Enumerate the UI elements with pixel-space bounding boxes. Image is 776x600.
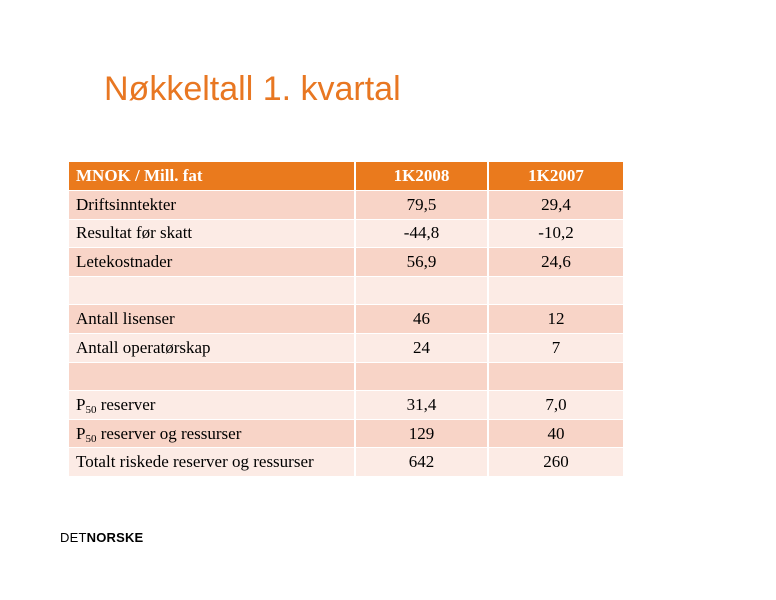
table-row-spacer — [69, 362, 623, 391]
label-suffix: reserver — [96, 395, 156, 415]
cell-1k2007: 24,6 — [488, 248, 623, 277]
table-row — [69, 391, 623, 420]
slide-title: Nøkkeltall 1. kvartal — [104, 70, 401, 108]
cell-1k2007: -10,2 — [488, 219, 623, 248]
cell-1k2007: 7,0 — [488, 391, 623, 420]
cell-1k2008: 79,5 — [355, 191, 488, 220]
cell-1k2007: 40 — [488, 419, 623, 448]
cell-1k2008 — [355, 276, 488, 305]
cell-1k2007: 12 — [488, 305, 623, 334]
row-label — [69, 391, 355, 420]
label-suffix: reserver og ressurser — [96, 423, 242, 443]
table-header-row — [69, 162, 623, 191]
cell-1k2007: 29,4 — [488, 191, 623, 220]
cell-1k2007: 260 — [488, 448, 623, 477]
key-figures-table — [69, 162, 623, 477]
table-row — [69, 219, 623, 248]
cell-1k2008: 56,9 — [355, 248, 488, 277]
cell-1k2008: 46 — [355, 305, 488, 334]
label-subscript: 50 — [85, 404, 97, 417]
column-header-1k2008: 1K2008 — [355, 162, 488, 191]
row-label: Driftsinntekter — [69, 191, 355, 220]
row-label: Antall lisenser — [69, 305, 355, 334]
row-label: Resultat før skatt — [69, 219, 355, 248]
label-prefix: P — [76, 395, 86, 415]
logo-text-bold: NORSKE — [86, 530, 144, 545]
column-header-unit: MNOK / Mill. fat — [69, 162, 355, 191]
row-label: Totalt riskede reserver og ressurser — [69, 448, 355, 477]
column-header-1k2007: 1K2007 — [488, 162, 623, 191]
cell-1k2007 — [488, 362, 623, 391]
cell-1k2008: 31,4 — [355, 391, 488, 420]
table-row — [69, 448, 623, 477]
table-row — [69, 305, 623, 334]
cell-1k2008 — [355, 362, 488, 391]
cell-1k2007 — [488, 276, 623, 305]
logo-text-light: DET — [60, 530, 87, 545]
cell-1k2008: 129 — [355, 419, 488, 448]
row-label — [69, 362, 355, 391]
cell-1k2008: 642 — [355, 448, 488, 477]
table-row — [69, 248, 623, 277]
label-subscript: 50 — [85, 432, 97, 445]
cell-1k2008: 24 — [355, 334, 488, 363]
row-label — [69, 276, 355, 305]
row-label: Letekostnader — [69, 248, 355, 277]
cell-1k2007: 7 — [488, 334, 623, 363]
row-label — [69, 419, 355, 448]
cell-1k2008: -44,8 — [355, 219, 488, 248]
table-row-spacer — [69, 276, 623, 305]
company-logo — [60, 531, 143, 545]
label-prefix: P — [76, 423, 86, 443]
table-row — [69, 419, 623, 448]
table-row — [69, 191, 623, 220]
table-row — [69, 334, 623, 363]
row-label: Antall operatørskap — [69, 334, 355, 363]
